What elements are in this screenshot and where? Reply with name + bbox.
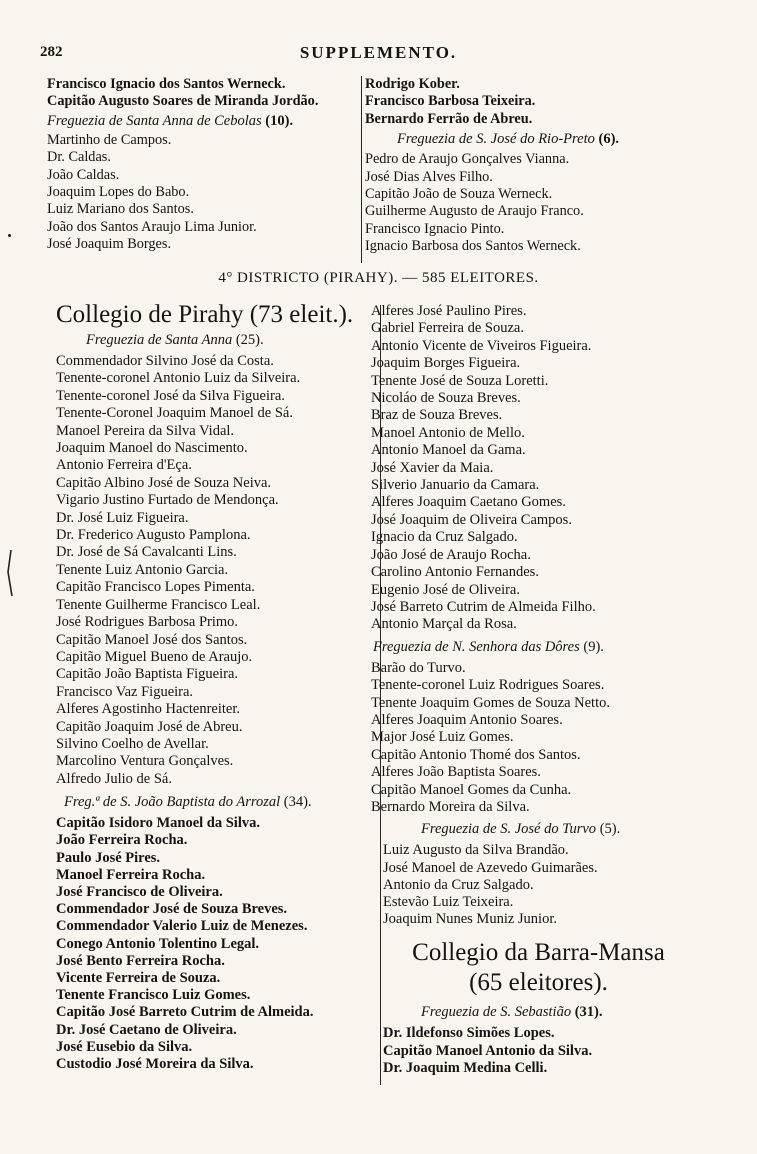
list-item: Vigario Justino Furtado de Mendonça. — [56, 492, 279, 509]
left-list-2 — [56, 815, 376, 1073]
list-item: Eugenio José de Oliveira. — [371, 581, 520, 598]
main-right-column — [371, 303, 716, 1077]
list-item: Antonio da Cruz Salgado. — [383, 876, 534, 893]
list-item: Nicoláo de Souza Breves. — [371, 390, 521, 407]
list-item: Antonio Marçal da Rosa. — [371, 616, 517, 633]
freguezia-heading — [371, 816, 716, 842]
list-item: Capitão Isidoro Manoel da Silva. — [56, 815, 260, 832]
list-item: José Joaquim Borges. — [47, 236, 172, 253]
list-item: Capitão Antonio Thomé dos Santos. — [371, 746, 581, 763]
list-item: Guilherme Augusto de Araujo Franco. — [365, 203, 584, 220]
freguezia-name: Freguezia de N. Senhora das Dôres — [373, 638, 580, 655]
collegio-heading — [371, 928, 706, 998]
running-title: SUPPLEMENTO. — [299, 43, 458, 62]
freguezia-heading — [371, 634, 716, 660]
list-item: Silvino Coelho de Avellar. — [56, 735, 209, 752]
list-item: João dos Santos Araujo Lima Junior. — [47, 218, 257, 235]
list-item: Tenente-coronel José da Silva Figueira. — [56, 387, 285, 404]
list-item: Alferes João Baptista Soares. — [371, 764, 541, 781]
margin-bracket-mark — [2, 548, 16, 598]
list-item: Antonio Vicente de Viveiros Figueira. — [371, 337, 592, 354]
list-item: Barão do Turvo. — [371, 659, 466, 676]
list-item: Rodrigo Kober. — [365, 76, 460, 92]
freguezia-count: (9). — [583, 638, 604, 655]
list-item: Dr. José de Sá Cavalcanti Lins. — [56, 544, 237, 561]
freguezia-heading — [56, 788, 376, 815]
right-list-1 — [371, 303, 716, 634]
list-item: Tenente Francisco Luiz Gomes. — [56, 987, 251, 1004]
list-item: Silverio Januario da Camara. — [371, 477, 540, 494]
list-item: Capitão Miguel Bueno de Araujo. — [56, 648, 253, 665]
freguezia-heading — [47, 111, 365, 132]
top-left-column — [47, 76, 365, 254]
freguezia-name: Freg.ª de S. João Baptista do Arrozal — [64, 794, 281, 811]
list-item: Tenente-Coronel Joaquim Manoel de Sá. — [56, 405, 293, 422]
list-item: Pedro de Araujo Gonçalves Vianna. — [365, 151, 570, 168]
list-item: José Manoel de Azevedo Guimarães. — [383, 859, 598, 876]
list-item: Bernardo Ferrão de Abreu. — [365, 110, 533, 127]
list-item: Major José Luiz Gomes. — [371, 729, 514, 746]
list-item: Braz de Souza Breves. — [371, 407, 503, 424]
freguezia-heading — [365, 128, 715, 151]
list-item: Manoel Ferreira Rocha. — [56, 866, 206, 883]
list-item: Francisco Ignacio Pinto. — [365, 220, 505, 237]
main-left-column — [56, 300, 376, 1073]
top-right-lines-2 — [365, 151, 715, 255]
list-item: Commendador Valerio Luiz de Menezes. — [56, 918, 308, 935]
collegio-heading: Collegio de Pirahy (73 eleit.). — [56, 301, 354, 328]
list-item: Dr. José Luiz Figueira. — [56, 509, 189, 526]
list-item: Alferes Joaquim Caetano Gomes. — [371, 494, 566, 511]
list-item: Luiz Augusto da Silva Brandão. — [383, 842, 569, 859]
list-item: Capitão Manoel Gomes da Cunha. — [371, 781, 572, 798]
list-item: Ignacio Barbosa dos Santos Werneck. — [365, 238, 581, 255]
top-left-lines-2 — [47, 132, 365, 254]
list-item: Capitão João de Souza Werneck. — [365, 186, 553, 203]
column-rule — [361, 76, 362, 263]
margin-dot — [8, 234, 11, 237]
district-heading: 4° DISTRICTO (PIRAHY). — 585 ELEITORES. — [218, 270, 539, 286]
list-item: Capitão Albino José de Souza Neiva. — [56, 474, 272, 491]
freguezia-name: Freguezia de Santa Anna de Cebolas — [47, 112, 262, 129]
list-item: Martinho de Campos. — [47, 131, 172, 148]
list-item: José Xavier da Maia. — [371, 459, 494, 476]
list-item: Capitão Manoel José dos Santos. — [56, 631, 248, 648]
list-item: Manoel Pereira da Silva Vidal. — [56, 422, 235, 439]
list-item: Antonio Ferreira d'Eça. — [56, 457, 192, 474]
list-item: Antonio Manoel da Gama. — [371, 442, 526, 459]
list-item: Capitão João Baptista Figueira. — [56, 666, 239, 683]
freguezia-name: Freguezia de S. José do Turvo — [421, 821, 597, 838]
freguezia-name: Freguezia de Santa Anna — [86, 332, 233, 348]
list-item: Estevão Luiz Teixeira. — [383, 893, 514, 910]
freguezia-name: Freguezia de S. Sebastião — [421, 1004, 572, 1021]
list-item: José Eusebio da Silva. — [56, 1038, 193, 1055]
list-item: Commendador Silvino José da Costa. — [56, 353, 274, 369]
list-item: Capitão Francisco Lopes Pimenta. — [56, 579, 255, 596]
list-item: Custodio José Moreira da Silva. — [56, 1056, 254, 1072]
right-list-4 — [371, 1025, 716, 1077]
freguezia-count: (31). — [574, 1004, 603, 1021]
list-item: Francisco Vaz Figueira. — [56, 683, 194, 700]
collegio-heading-line-2: (65 eleitores). — [469, 969, 608, 997]
list-item: Joaquim Manoel do Nascimento. — [56, 440, 248, 457]
list-item: Joaquim Nunes Muniz Junior. — [383, 911, 557, 928]
list-item: Francisco Ignacio dos Santos Werneck. — [47, 76, 286, 92]
list-item: Conego Antonio Tolentino Legal. — [56, 935, 260, 952]
list-item: José Francisco de Oliveira. — [56, 883, 223, 900]
list-item: José Dias Alves Filho. — [365, 168, 493, 185]
list-item: Paulo José Pires. — [56, 849, 161, 866]
freguezia-name: Freguezia de S. José do Rio-Preto — [397, 131, 595, 148]
freguezia-count: (34). — [283, 794, 312, 811]
list-item: Joaquim Lopes do Babo. — [47, 184, 190, 201]
list-item: João Ferreira Rocha. — [56, 832, 188, 849]
list-item: Bernardo Moreira da Silva. — [371, 798, 530, 815]
collegio-heading-line-1: Collegio da Barra-Mansa — [412, 939, 665, 967]
freguezia-heading — [371, 998, 716, 1025]
list-item: Tenente Joaquim Gomes de Souza Netto. — [371, 694, 610, 711]
left-list-1 — [56, 353, 376, 788]
list-item: Ignacio da Cruz Salgado. — [371, 529, 518, 546]
list-item: José Rodrigues Barbosa Primo. — [56, 614, 239, 631]
list-item: Marcolino Ventura Gonçalves. — [56, 753, 234, 770]
top-right-lines — [365, 76, 715, 128]
list-item: Francisco Barbosa Teixeira. — [365, 93, 536, 110]
list-item: Capitão Joaquim José de Abreu. — [56, 718, 243, 735]
list-item: Dr. José Caetano de Oliveira. — [56, 1021, 237, 1038]
freguezia-count: (10). — [265, 112, 294, 129]
top-right-column — [365, 76, 715, 256]
list-item: João Caldas. — [47, 166, 120, 183]
list-item: Luiz Mariano dos Santos. — [47, 201, 194, 218]
freguezia-heading — [56, 330, 376, 353]
list-item: José Barreto Cutrim de Almeida Filho. — [371, 598, 596, 615]
list-item: Joaquim Borges Figueira. — [371, 355, 521, 372]
list-item: Tenente Guilherme Francisco Leal. — [56, 596, 261, 613]
list-item: Tenente-coronel Luiz Rodrigues Soares. — [371, 677, 605, 694]
list-item: Tenente José de Souza Loretti. — [371, 372, 549, 389]
freguezia-count: (5). — [599, 821, 621, 838]
list-item: Dr. Frederico Augusto Pamplona. — [56, 527, 251, 544]
freguezia-count: (6). — [598, 131, 620, 148]
list-item: Carolino Antonio Fernandes. — [371, 564, 539, 581]
list-item: José Joaquim de Oliveira Campos. — [371, 511, 572, 528]
list-item: José Bento Ferreira Rocha. — [56, 952, 225, 969]
list-item: João José de Araujo Rocha. — [371, 546, 531, 563]
freguezia-count: (25). — [235, 332, 264, 348]
top-left-lines — [47, 76, 365, 111]
list-item: Dr. Joaquim Medina Celli. — [383, 1059, 548, 1076]
list-item: Tenente Luiz Antonio Garcia. — [56, 561, 229, 578]
page-number: 282 — [40, 44, 63, 60]
list-item: Capitão Manoel Antonio da Silva. — [383, 1042, 593, 1059]
right-list-2 — [371, 660, 716, 817]
list-item: Dr. Caldas. — [47, 149, 111, 166]
list-item: Dr. Ildefonso Simões Lopes. — [383, 1025, 555, 1042]
list-item: Manoel Antonio de Mello. — [371, 424, 525, 441]
list-item: Vicente Ferreira de Souza. — [56, 969, 221, 986]
list-item: Commendador José de Souza Breves. — [56, 901, 288, 918]
list-item: Alferes José Paulino Pires. — [371, 303, 527, 319]
list-item: Capitão José Barreto Cutrim de Almeida. — [56, 1004, 314, 1021]
right-list-3 — [371, 842, 716, 928]
list-item: Tenente-coronel Antonio Luiz da Silveira. — [56, 370, 301, 387]
list-item: Gabriel Ferreira de Souza. — [371, 320, 524, 337]
list-item: Alferes Agostinho Hactenreiter. — [56, 701, 241, 718]
list-item: Alferes Joaquim Antonio Soares. — [371, 711, 563, 728]
list-item: Capitão Augusto Soares de Miranda Jordão. — [47, 93, 319, 110]
list-item: Alfredo Julio de Sá. — [56, 770, 172, 787]
